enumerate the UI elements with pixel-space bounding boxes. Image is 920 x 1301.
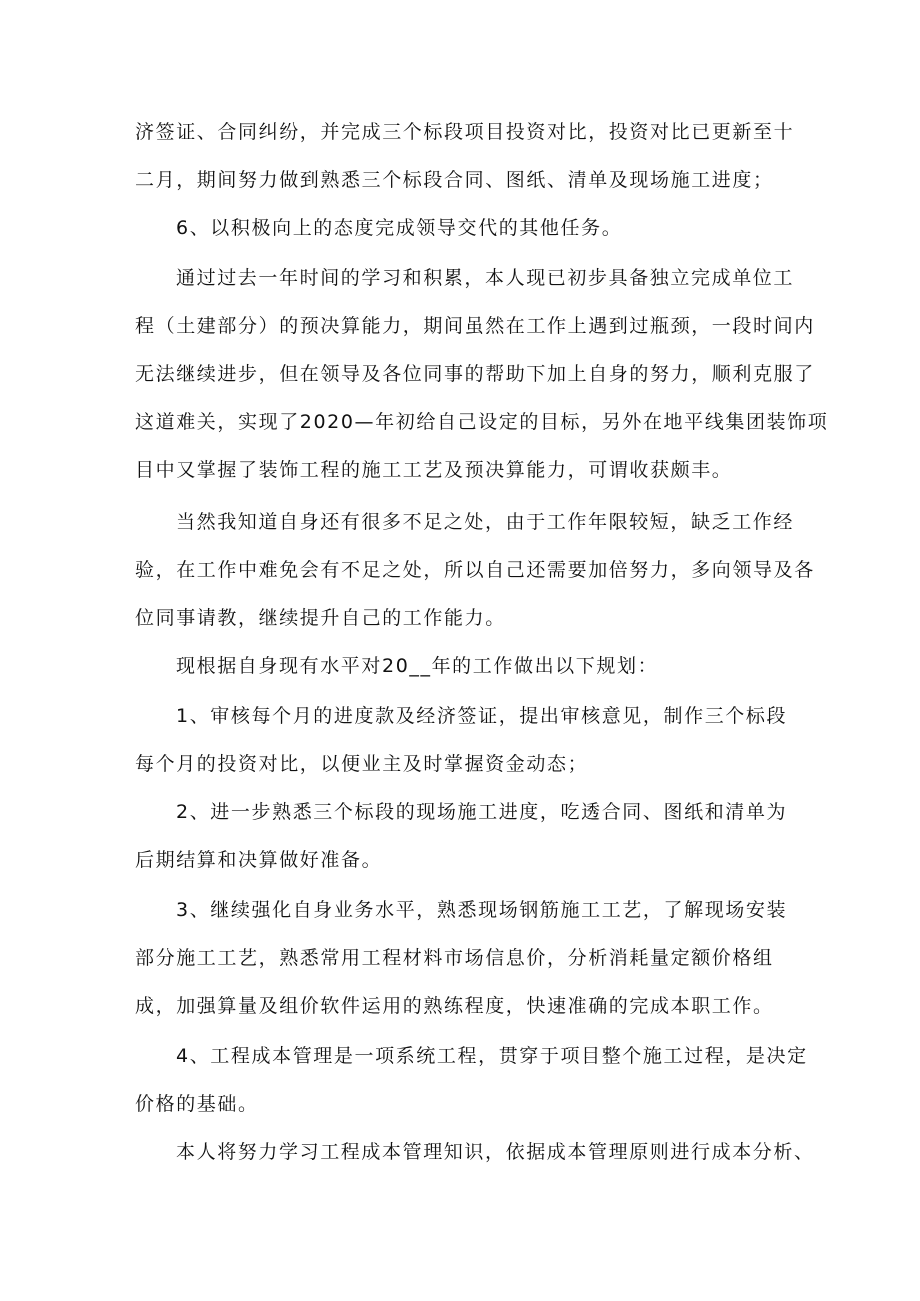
text-line: 济签证、合同纠纷，并完成三个标段项目投资对比，投资对比已更新至十 bbox=[135, 121, 795, 143]
text-line: 无法继续进步，但在领导及各位同事的帮助下加上自身的努力，顺利克服了 bbox=[135, 363, 815, 385]
text-line: 成，加强算量及组价软件运用的熟练程度，快速准确的完成本职工作。 bbox=[135, 995, 774, 1017]
text-line: 现根据自身现有水平对20__年的工作做出以下规划： bbox=[176, 655, 659, 677]
text-line: 目中又掌握了装饰工程的施工工艺及预决算能力，可谓收获颇丰。 bbox=[135, 459, 733, 481]
text-line: 这道难关，实现了2020—年初给自己设定的目标，另外在地平线集团装饰项 bbox=[135, 411, 829, 433]
text-line: 二月，期间努力做到熟悉三个标段合同、图纸、清单及现场施工进度； bbox=[135, 169, 774, 191]
text-line: 程（土建部分）的预决算能力，期间虽然在工作上遇到过瓶颈，一段时间内 bbox=[135, 315, 815, 337]
text-line: 位同事请教，继续提升自己的工作能力。 bbox=[135, 607, 506, 629]
text-line: 6、以积极向上的态度完成领导交代的其他任务。 bbox=[176, 217, 623, 239]
text-line: 2、进一步熟悉三个标段的现场施工进度，吃透合同、图纸和清单为 bbox=[176, 801, 788, 823]
text-line: 价格的基础。 bbox=[135, 1093, 259, 1115]
text-line: 部分施工工艺，熟悉常用工程材料市场信息价，分析消耗量定额价格组 bbox=[135, 947, 774, 969]
text-line: 验，在工作中难免会有不足之处，所以自己还需要加倍努力，多向领导及各 bbox=[135, 559, 815, 581]
text-line: 本人将努力学习工程成本管理知识，依据成本管理原则进行成本分析、 bbox=[176, 1141, 815, 1163]
text-line: 3、继续强化自身业务水平，熟悉现场钢筋施工工艺，了解现场安装 bbox=[176, 899, 788, 921]
text-line: 1、审核每个月的进度款及经济签证，提出审核意见，制作三个标段 bbox=[176, 705, 788, 727]
text-line: 每个月的投资对比，以便业主及时掌握资金动态； bbox=[135, 753, 589, 775]
text-line: 当然我知道自身还有很多不足之处，由于工作年限较短，缺乏工作经 bbox=[176, 511, 795, 533]
text-line: 4、工程成本管理是一项系统工程，贯穿于项目整个施工过程，是决定 bbox=[176, 1045, 808, 1067]
text-line: 后期结算和决算做好准备。 bbox=[135, 849, 383, 871]
text-line: 通过过去一年时间的学习和积累，本人现已初步具备独立完成单位工 bbox=[176, 267, 795, 289]
